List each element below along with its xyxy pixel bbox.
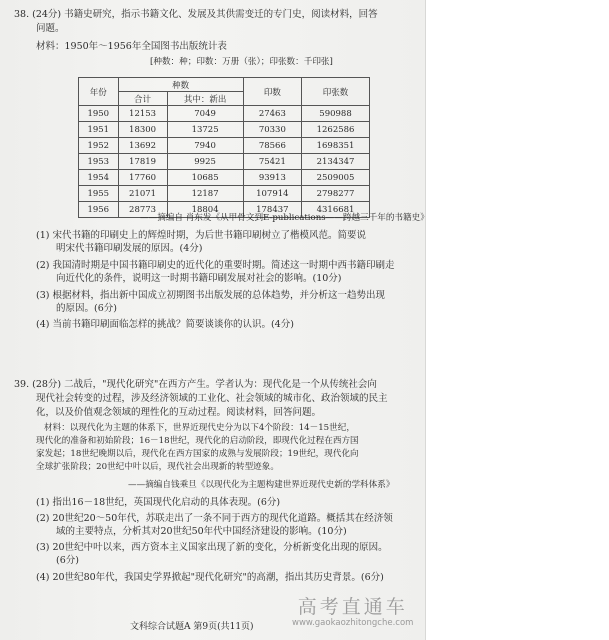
cell: 28773 <box>118 202 167 218</box>
q39-sub2-line2: 域的主要特点，分析其对20世纪50年代中国经济建设的影响。(10分) <box>56 526 347 537</box>
q38-source: ——摘编自 肖东发《从甲骨文到E-publications——跨越三千年的书籍史》 <box>140 213 429 223</box>
cell: 1952 <box>79 138 119 154</box>
q38-intro-line2: 问题。 <box>36 23 65 34</box>
cell: 1954 <box>79 170 119 186</box>
table-row <box>79 170 370 186</box>
watermark-url: www.gaokaozhitongche.com <box>292 618 414 628</box>
cell: 1955 <box>79 186 119 202</box>
cell: 21071 <box>118 186 167 202</box>
cell: 107914 <box>243 186 301 202</box>
cell: 75421 <box>243 154 301 170</box>
cell: 18804 <box>167 202 243 218</box>
table-row <box>79 138 370 154</box>
cell: 18300 <box>118 122 167 138</box>
watermark-name: 高考直通车 <box>297 596 408 618</box>
q39-material-line1: 材料：以现代化为主题的体系下，世界近现代史分为以下4个阶段：14－15世纪， <box>44 423 355 433</box>
header-total: 合计 <box>118 92 167 106</box>
q39-intro-line2: 现代社会转变的过程，涉及经济领域的工业化、社会领域的城市化、政治领域的民主 <box>36 393 388 404</box>
q39-sub3-line2: (6分) <box>56 555 79 566</box>
q38-intro-line1: 38. (24分) 书籍史研究，指示书籍文化、发展及其供需变迁的专门史，阅读材料，回答 <box>14 9 378 20</box>
q39-material-line4: 全球扩张阶段；20世纪中叶以后，现代社会出现新的转型迹象。 <box>36 462 279 472</box>
cell: 12153 <box>118 106 167 122</box>
cell: 2134347 <box>302 154 370 170</box>
cell: 2509005 <box>302 170 370 186</box>
q38-sub1-line1: (1) 宋代书籍的印刷史上的辉煌时期，为后世书籍印刷树立了楷模风范。简要说 <box>36 230 366 241</box>
cell: 1951 <box>79 122 119 138</box>
cell: 178437 <box>243 202 301 218</box>
cell: 7940 <box>167 138 243 154</box>
header-prints: 印数 <box>243 78 301 106</box>
header-new: 其中：新出 <box>167 92 243 106</box>
header-sheets: 印张数 <box>302 78 370 106</box>
table-row <box>79 122 370 138</box>
cell: 70330 <box>243 122 301 138</box>
cell: 1956 <box>79 202 119 218</box>
q38-sub2-line2: 向近代化的条件，说明这一时期书籍印刷发展对社会的影响。(10分) <box>56 273 342 284</box>
cell: 1262586 <box>302 122 370 138</box>
cell: 17819 <box>118 154 167 170</box>
q38-sub3-line2: 的原因。(6分) <box>56 303 117 314</box>
publishing-stats-table <box>78 77 370 218</box>
q39-sub2-line1: (2) 20世纪20～50年代，苏联走出了一条不同于西方的现代化道路。概括其在经济领 <box>36 513 393 524</box>
table-row <box>79 154 370 170</box>
q39-sub1: (1) 指出16－18世纪，英国现代化启动的具体表现。(6分) <box>36 497 281 508</box>
cell: 590988 <box>302 106 370 122</box>
table-row <box>79 106 370 122</box>
page-footer: 文科综合试题A 第9页(共11页) <box>130 622 254 632</box>
q39-material-line2: 现代化的准备和初始阶段；16－18世纪，现代化的启动阶段，即现代化过程在西方国 <box>36 436 359 446</box>
cell: 13725 <box>167 122 243 138</box>
q39-intro-line1: 39. (28分) 二战后，"现代化研究"在西方产生。学者认为：现代化是一个从传统社会向 <box>14 379 377 390</box>
cell: 1950 <box>79 106 119 122</box>
cell: 78566 <box>243 138 301 154</box>
cell: 93913 <box>243 170 301 186</box>
cell: 1953 <box>79 154 119 170</box>
header-year: 年份 <box>79 78 119 106</box>
site-watermark <box>292 592 413 628</box>
q38-sub2-line1: (2) 我国清时期是中国书籍印刷史的近代化的重要时期。简述这一时期中西书籍印刷走 <box>36 260 395 271</box>
q38-unit-note: [种数：种；印数：万册（张）；印张数：千印张] <box>150 57 333 67</box>
header-kinds: 种数 <box>118 78 243 92</box>
cell: 10685 <box>167 170 243 186</box>
cell: 4316681 <box>302 202 370 218</box>
cell: 17760 <box>118 170 167 186</box>
q38-material-title: 材料：1950年～1956年全国图书出版统计表 <box>36 41 227 52</box>
cell: 9925 <box>167 154 243 170</box>
cell: 1698351 <box>302 138 370 154</box>
cell: 7049 <box>167 106 243 122</box>
q38-sub1-line2: 明宋代书籍印刷发展的原因。(4分) <box>56 243 203 254</box>
cell: 13692 <box>118 138 167 154</box>
q39-material-line3: 家发起；18世纪晚期以后，现代化在西方国家的成熟与发展阶段；19世纪，现代化向 <box>36 449 359 459</box>
table-row <box>79 186 370 202</box>
q39-intro-line3: 化，以及价值观念领域的理性化的互动过程。阅读材料，回答问题。 <box>36 407 322 418</box>
q38-sub3-line1: (3) 根据材料，指出新中国成立初期图书出版发展的总体趋势，并分析这一趋势出现 <box>36 290 385 301</box>
q39-sub3-line1: (3) 20世纪中叶以来，西方资本主义国家出现了新的变化，分析新变化出现的原因。 <box>36 542 388 553</box>
q39-source: ——摘编自钱乘旦《以现代化为主题构建世界近现代史新的学科体系》 <box>128 480 395 490</box>
cell: 27463 <box>243 106 301 122</box>
cell: 12187 <box>167 186 243 202</box>
q38-sub4: (4) 当前书籍印刷面临怎样的挑战？简要谈谈你的认识。(4分) <box>36 319 294 330</box>
cell: 2798277 <box>302 186 370 202</box>
q39-sub4: (4) 20世纪80年代，我国史学界掀起"现代化研究"的高潮，指出其历史背景。(6分) <box>36 572 384 583</box>
